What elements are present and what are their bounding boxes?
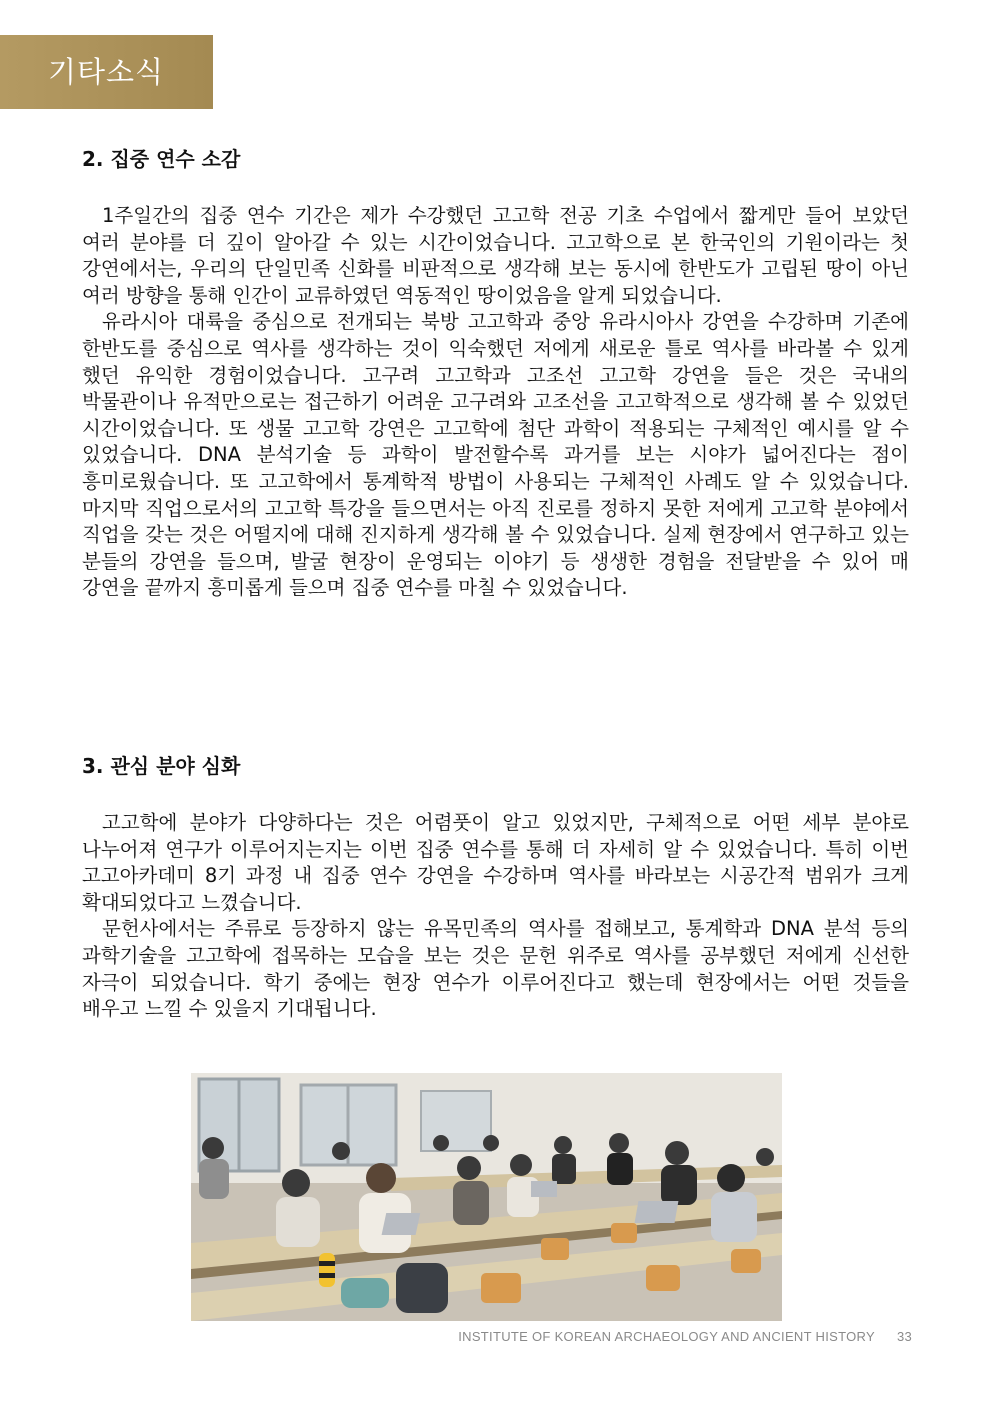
section-2-body [82, 203, 909, 602]
section-3-title: 3. 관심 분야 심화 [82, 754, 241, 778]
paragraph: 문헌사에서는 주류로 등장하지 않는 유목민족의 역사를 접해보고, 통계학과 DNA 분석 등의 과학기술을 고고학에 접목하는 모습을 보는 것은 문헌 위주로 역사를 공부했던 저에게 신선한 자극이 되었습니다. 학기 중에는 현장 연수가 이루어진다고 했는데 현장에서는 어떤 것들을 배우고 느낄 수 있을지 기대됩니다. [82, 917, 909, 1021]
footer-institute: INSTITUTE OF KOREAN ARCHAEOLOGY AND ANCIENT HISTORY [458, 1329, 875, 1344]
classroom-photo-illustration [191, 1073, 782, 1321]
page-number: 33 [896, 1329, 912, 1344]
paragraph: 고고학에 분야가 다양하다는 것은 어렴풋이 알고 있었지만, 구체적으로 어떤 세부 분야로 나누어져 연구가 이루어지는지는 이번 집중 연수를 통해 더 자세히 알 수 있었습니다. 특히 이번 고고아카데미 8기 과정 내 집중 연수 강연을 수강하며 역사를 바라보는 시공간적 범위가 크게 확대되었다고 느꼈습니다. [82, 811, 909, 914]
section-tag: 기타소식 [0, 35, 213, 109]
paragraph: 1주일간의 집중 연수 기간은 제가 수강했던 고고학 전공 기초 수업에서 짧게만 들어 보았던 여러 분야를 더 깊이 알아갈 수 있는 시간이었습니다. 고고학으로 본 한국인의 기원이라는 첫 강연에서는, 우리의 단일민족 신화를 비판적으로 생각해 보는 동시에 한반도가 고립된 땅이 아닌 여러 방향을 통해 인간이 교류하였던 역동적인 땅이었음을 알게 되었습니다. [82, 204, 909, 307]
section-2-title: 2. 집중 연수 소감 [82, 147, 241, 171]
classroom-photo [191, 1073, 782, 1321]
page-footer [458, 1329, 912, 1344]
section-3-body [82, 810, 909, 1023]
paragraph: 유라시아 대륙을 중심으로 전개되는 북방 고고학과 중앙 유라시아사 강연을 수강하며 기존에 한반도를 중심으로 역사를 생각하는 것이 익숙했던 저에게 새로운 틀로 역사를 바라볼 수 있게 했던 유익한 경험이었습니다. 고구려 고고학과 고조선 고고학 강연을 들은 것은 국내의 박물관이나 유적만으로는 접근하기 어려운 고구려와 고조선을 고고학적으로 생각해 볼 수 있었던 시간이었습니다. 또 생물 고고학 강연은 고고학에 첨단 과학이 적용되는 구체적인 예시를 알 수 있었습니다. DNA 분석기술 등 과학이 발전할수록 과거를 보는 시야가 넓어진다는 점이 흥미로웠습니다. 또 고고학에서 통계학적 방법이 사용되는 구체적인 사례도 알 수 있었습니다. 마지막 직업으로서의 고고학 특강을 들으면서는 아직 진로를 정하지 못한 저에게 고고학 분야에서 직업을 갖는 것은 어떨지에 대해 진지하게 생각해 볼 수 있었습니다. 실제 현장에서 연구하고 있는 분들의 강연을 들으며, 발굴 현장이 운영되는 이야기 등 생생한 경험을 전달받을 수 있어 매 강연을 끝까지 흥미롭게 들으며 집중 연수를 마칠 수 있었습니다. [82, 310, 909, 600]
